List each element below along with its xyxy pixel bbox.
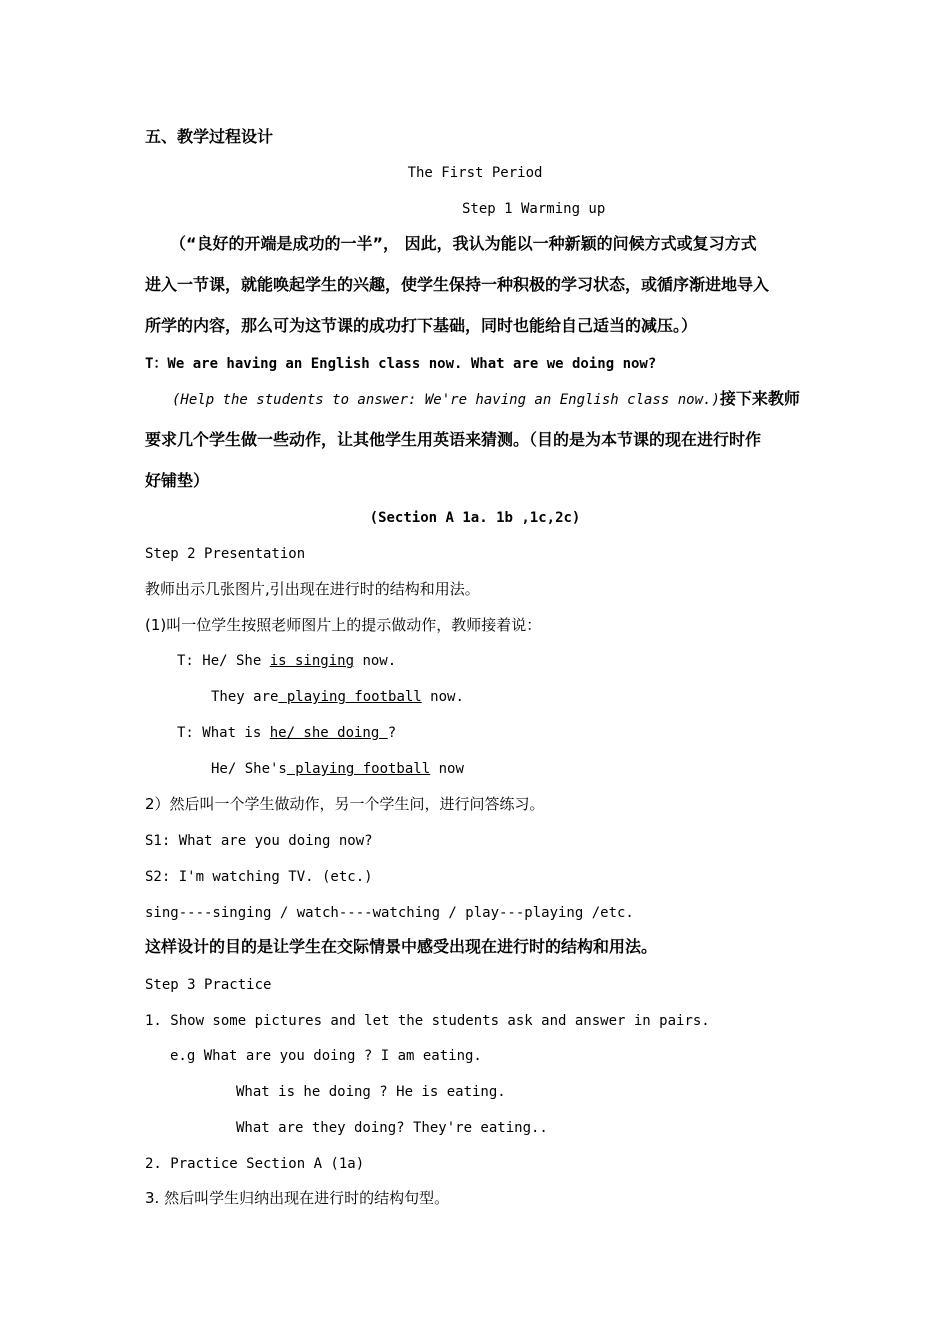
example1-underlined: is singing: [269, 653, 355, 669]
design-purpose: 这样设计的目的是让学生在交际情景中感受出现在进行时的结构和用法。: [145, 937, 658, 956]
dialogue-s2: S2: I'm watching TV. (etc.): [145, 869, 373, 885]
example1-pre: T: He/ She: [177, 653, 270, 669]
example-line-4: [211, 759, 464, 779]
example4-pre: He/ She's: [211, 761, 287, 777]
step2-item2: 2）然后叫一个学生做动作，另一个学生问，进行问答练习。: [145, 795, 545, 813]
step1-para-line2: 进入一节课，就能唤起学生的兴趣，使学生保持一种积极的学习状态，或循序渐进地导入: [145, 275, 770, 294]
dialogue-s1: S1: What are you doing now?: [145, 833, 373, 849]
step3-item1: 1. Show some pictures and let the students ask and answer in pairs.: [145, 1013, 710, 1029]
help-tail-text: 接下来教师: [719, 389, 800, 408]
help-italic-text: (Help the students to answer: We're having an English class now.): [172, 392, 720, 408]
example2-underlined: playing football: [278, 689, 422, 705]
example4-post: now: [430, 761, 464, 777]
step3-example2: What is he doing ? He is eating.: [236, 1084, 506, 1100]
example4-underlined: playing football: [286, 761, 431, 777]
step1-title: Step 1 Warming up: [462, 201, 606, 217]
step3-item3: 3. 然后叫学生归纳出现在进行时的结构句型。: [145, 1189, 450, 1207]
example-line-3: [177, 723, 396, 743]
example3-underlined: he/ she doing: [269, 725, 388, 741]
step3-item2: 2. Practice Section A (1a): [145, 1156, 365, 1172]
step1-para-line3: 所学的内容，那么可为这节课的成功打下基础，同时也能给自己适当的减压。）: [145, 316, 698, 335]
example1-post: now.: [354, 653, 397, 669]
step3-example1: e.g What are you doing ? I am eating.: [170, 1048, 482, 1064]
example2-post: now.: [421, 689, 464, 705]
period-title: The First Period: [407, 165, 543, 181]
step2-intro: 教师出示几张图片,引出现在进行时的结构和用法。: [145, 580, 480, 598]
example3-post: ?: [387, 725, 397, 741]
example-line-1: [177, 651, 396, 671]
step1-para2-line2: 要求几个学生做一些动作，让其他学生用英语来猜测。（目的是为本节课的现在进行时作: [145, 430, 762, 449]
step3-example3: What are they doing? They're eating..: [236, 1120, 548, 1136]
step3-title: Step 3 Practice: [145, 977, 272, 993]
example3-pre: T: What is: [177, 725, 270, 741]
verb-forms: sing----singing / watch----watching / play---playing /etc.: [145, 905, 634, 921]
step1-para-line1: （“良好的开端是成功的一半”， 因此，我认为能以一种新颖的问候方式或复习方式: [170, 234, 757, 253]
example-line-2: [211, 687, 464, 707]
example2-pre: They are: [211, 689, 279, 705]
section-heading: 五、教学过程设计: [145, 127, 274, 146]
teacher-question: T：We are having an English class now. What are we doing now?: [145, 356, 657, 372]
section-reference: (Section A 1a. 1b ,1c,2c): [369, 510, 581, 526]
help-line: [172, 389, 800, 410]
step2-title: Step 2 Presentation: [145, 546, 306, 562]
step1-para2-line3: 好铺垫）: [145, 471, 210, 490]
step2-item1: (1)叫一位学生按照老师图片上的提示做动作，教师接着说：: [145, 616, 542, 634]
